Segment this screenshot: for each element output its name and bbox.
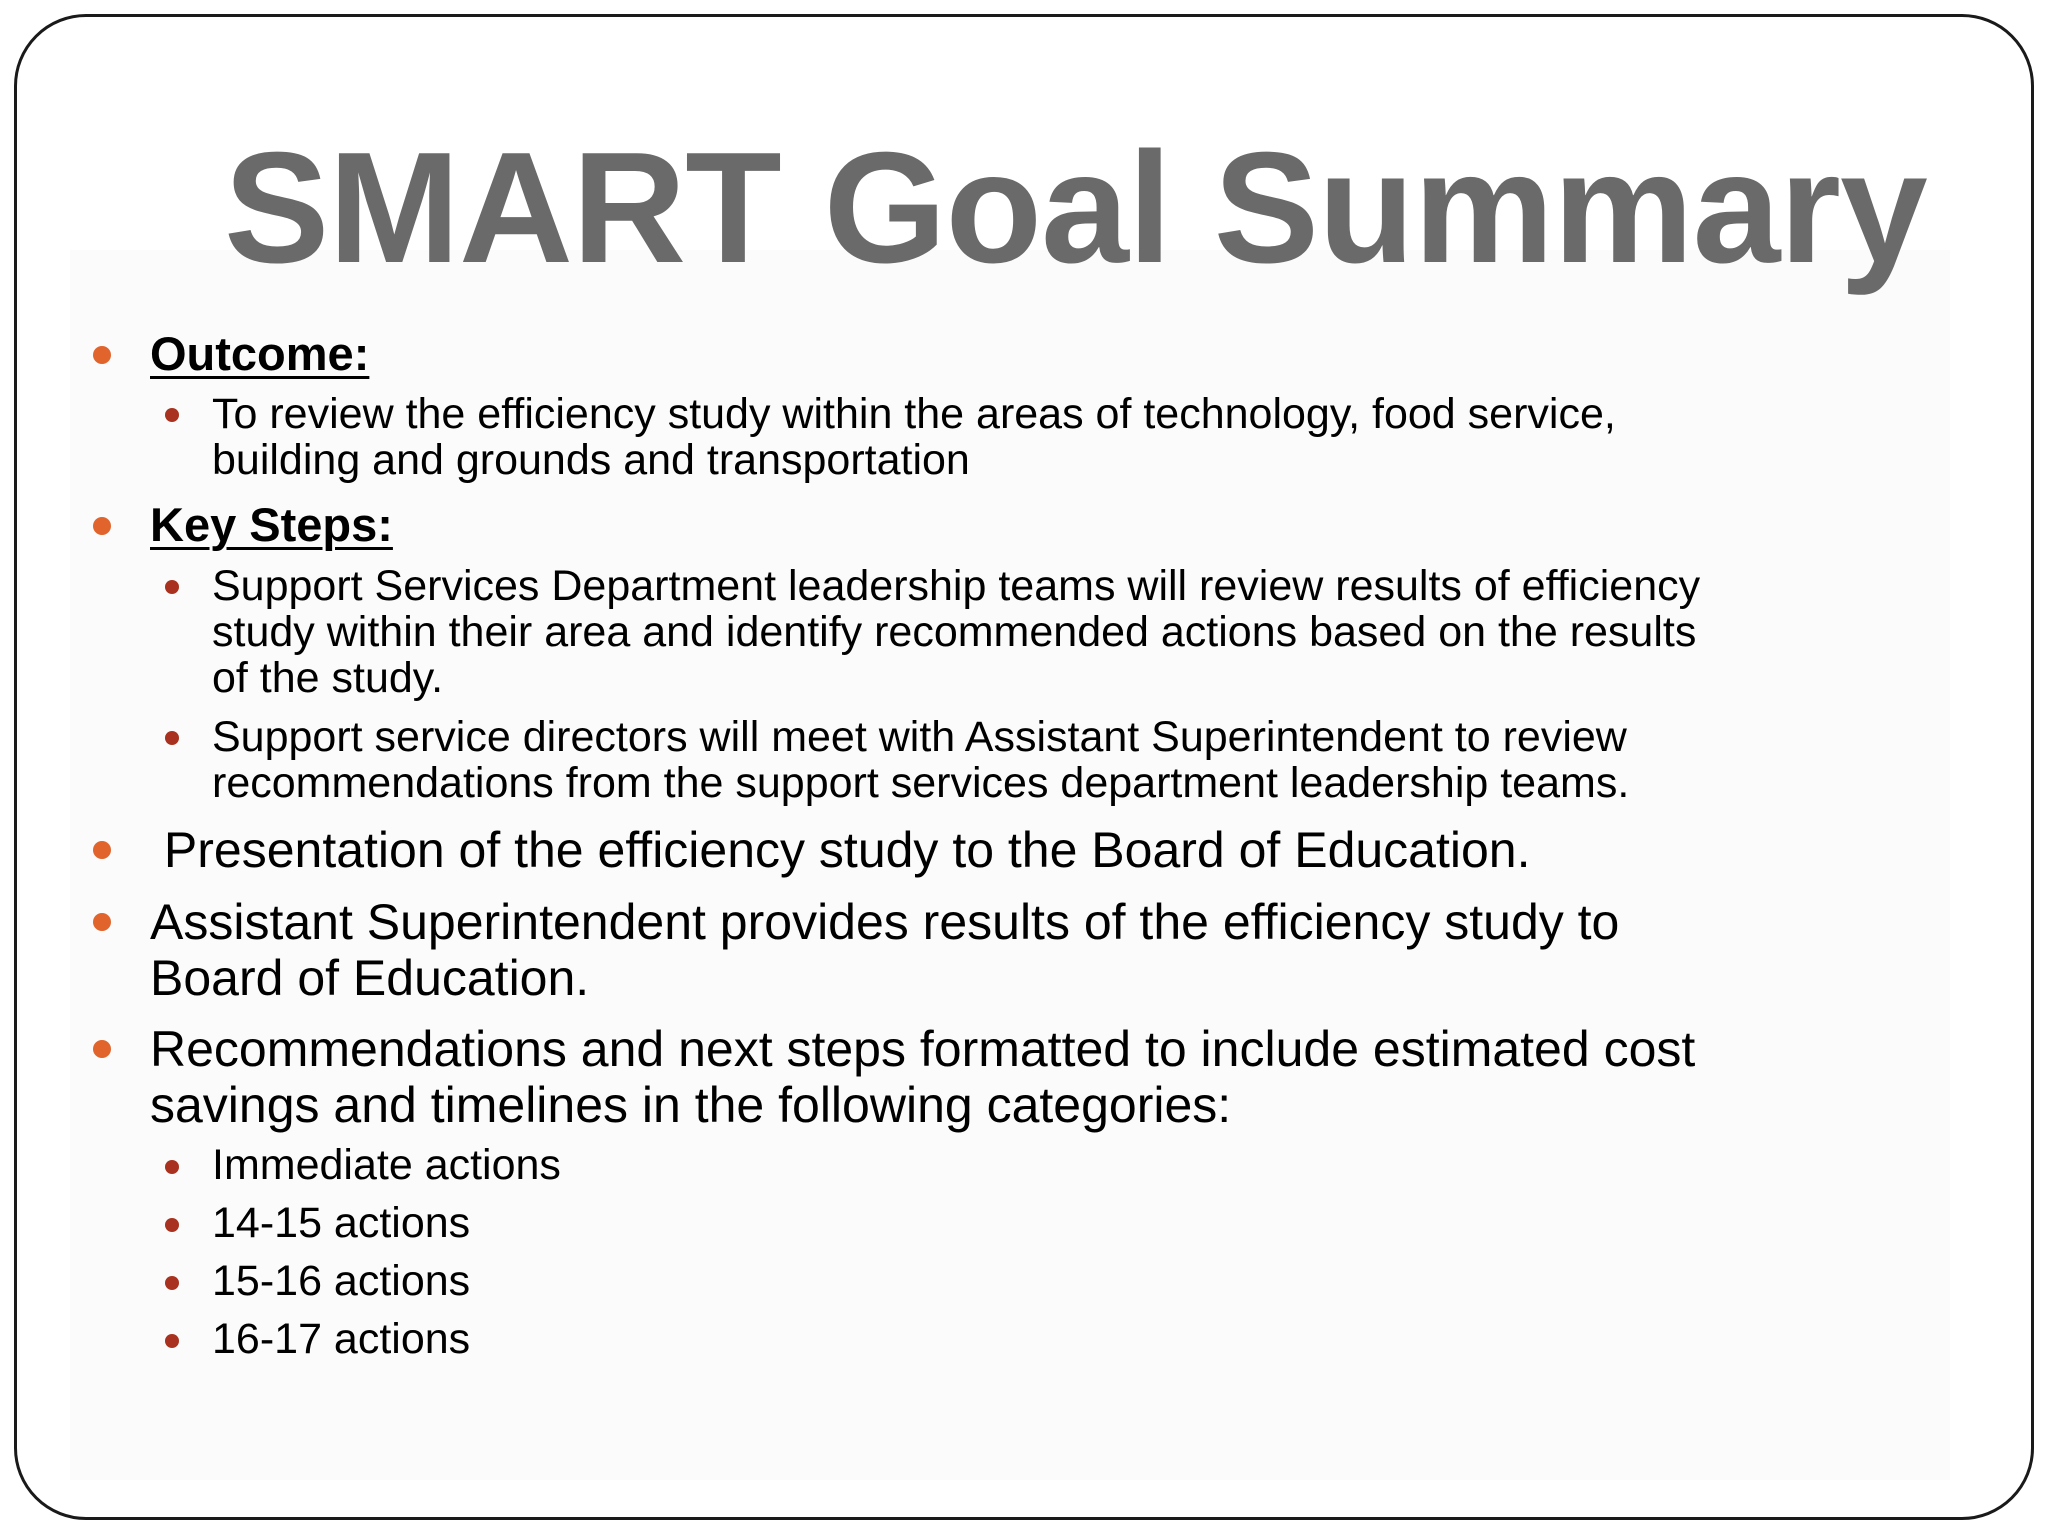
bullet-dot <box>93 346 111 364</box>
key-step-line: Support Services Department leadership teams will review results of efficiency <box>212 562 1701 610</box>
sub-bullet-dot <box>165 1334 179 1348</box>
point-line: savings and timelines in the following categories: <box>150 1077 1232 1133</box>
bullet-dot <box>93 841 111 859</box>
category-item: Immediate actions <box>212 1141 561 1189</box>
point-line: Assistant Superintendent provides results of the efficiency study to <box>150 894 1620 950</box>
key-step-item <box>212 714 1912 806</box>
sub-bullet-dot <box>165 1218 179 1232</box>
sub-bullet-dot <box>165 1160 179 1174</box>
key-step-line: Support service directors will meet with Assistant Superintendent to review <box>212 713 1627 761</box>
slide-title: SMART Goal Summary <box>224 120 1927 296</box>
point-recommendations <box>150 1021 1950 1133</box>
point-assistant-superintendent <box>150 894 1950 1006</box>
point-presentation: Presentation of the efficiency study to the Board of Education. <box>150 822 1531 878</box>
sub-bullet-dot <box>165 1276 179 1290</box>
section-heading-outcome: Outcome: <box>150 327 370 380</box>
key-step-line: recommendations from the support services department leadership teams. <box>212 759 1630 807</box>
sub-bullet-dot <box>165 580 179 594</box>
category-item: 14-15 actions <box>212 1199 471 1247</box>
outcome-text <box>212 391 1912 483</box>
key-step-item <box>212 563 1912 701</box>
key-step-line: of the study. <box>212 654 444 702</box>
bullet-dot <box>93 517 111 535</box>
key-step-line: study within their area and identify recommended actions based on the results <box>212 608 1697 656</box>
point-line: Recommendations and next steps formatted to include estimated cost <box>150 1021 1696 1077</box>
bullet-dot <box>93 1040 111 1058</box>
bullet-dot <box>93 913 111 931</box>
point-line: Board of Education. <box>150 950 590 1006</box>
category-item: 16-17 actions <box>212 1315 471 1363</box>
category-item: 15-16 actions <box>212 1257 471 1305</box>
section-heading-key-steps: Key Steps: <box>150 498 393 551</box>
outcome-text-line: building and grounds and transportation <box>212 436 970 484</box>
outcome-text-line: To review the efficiency study within the areas of technology, food service, <box>212 390 1616 438</box>
sub-bullet-dot <box>165 408 179 422</box>
sub-bullet-dot <box>165 731 179 745</box>
